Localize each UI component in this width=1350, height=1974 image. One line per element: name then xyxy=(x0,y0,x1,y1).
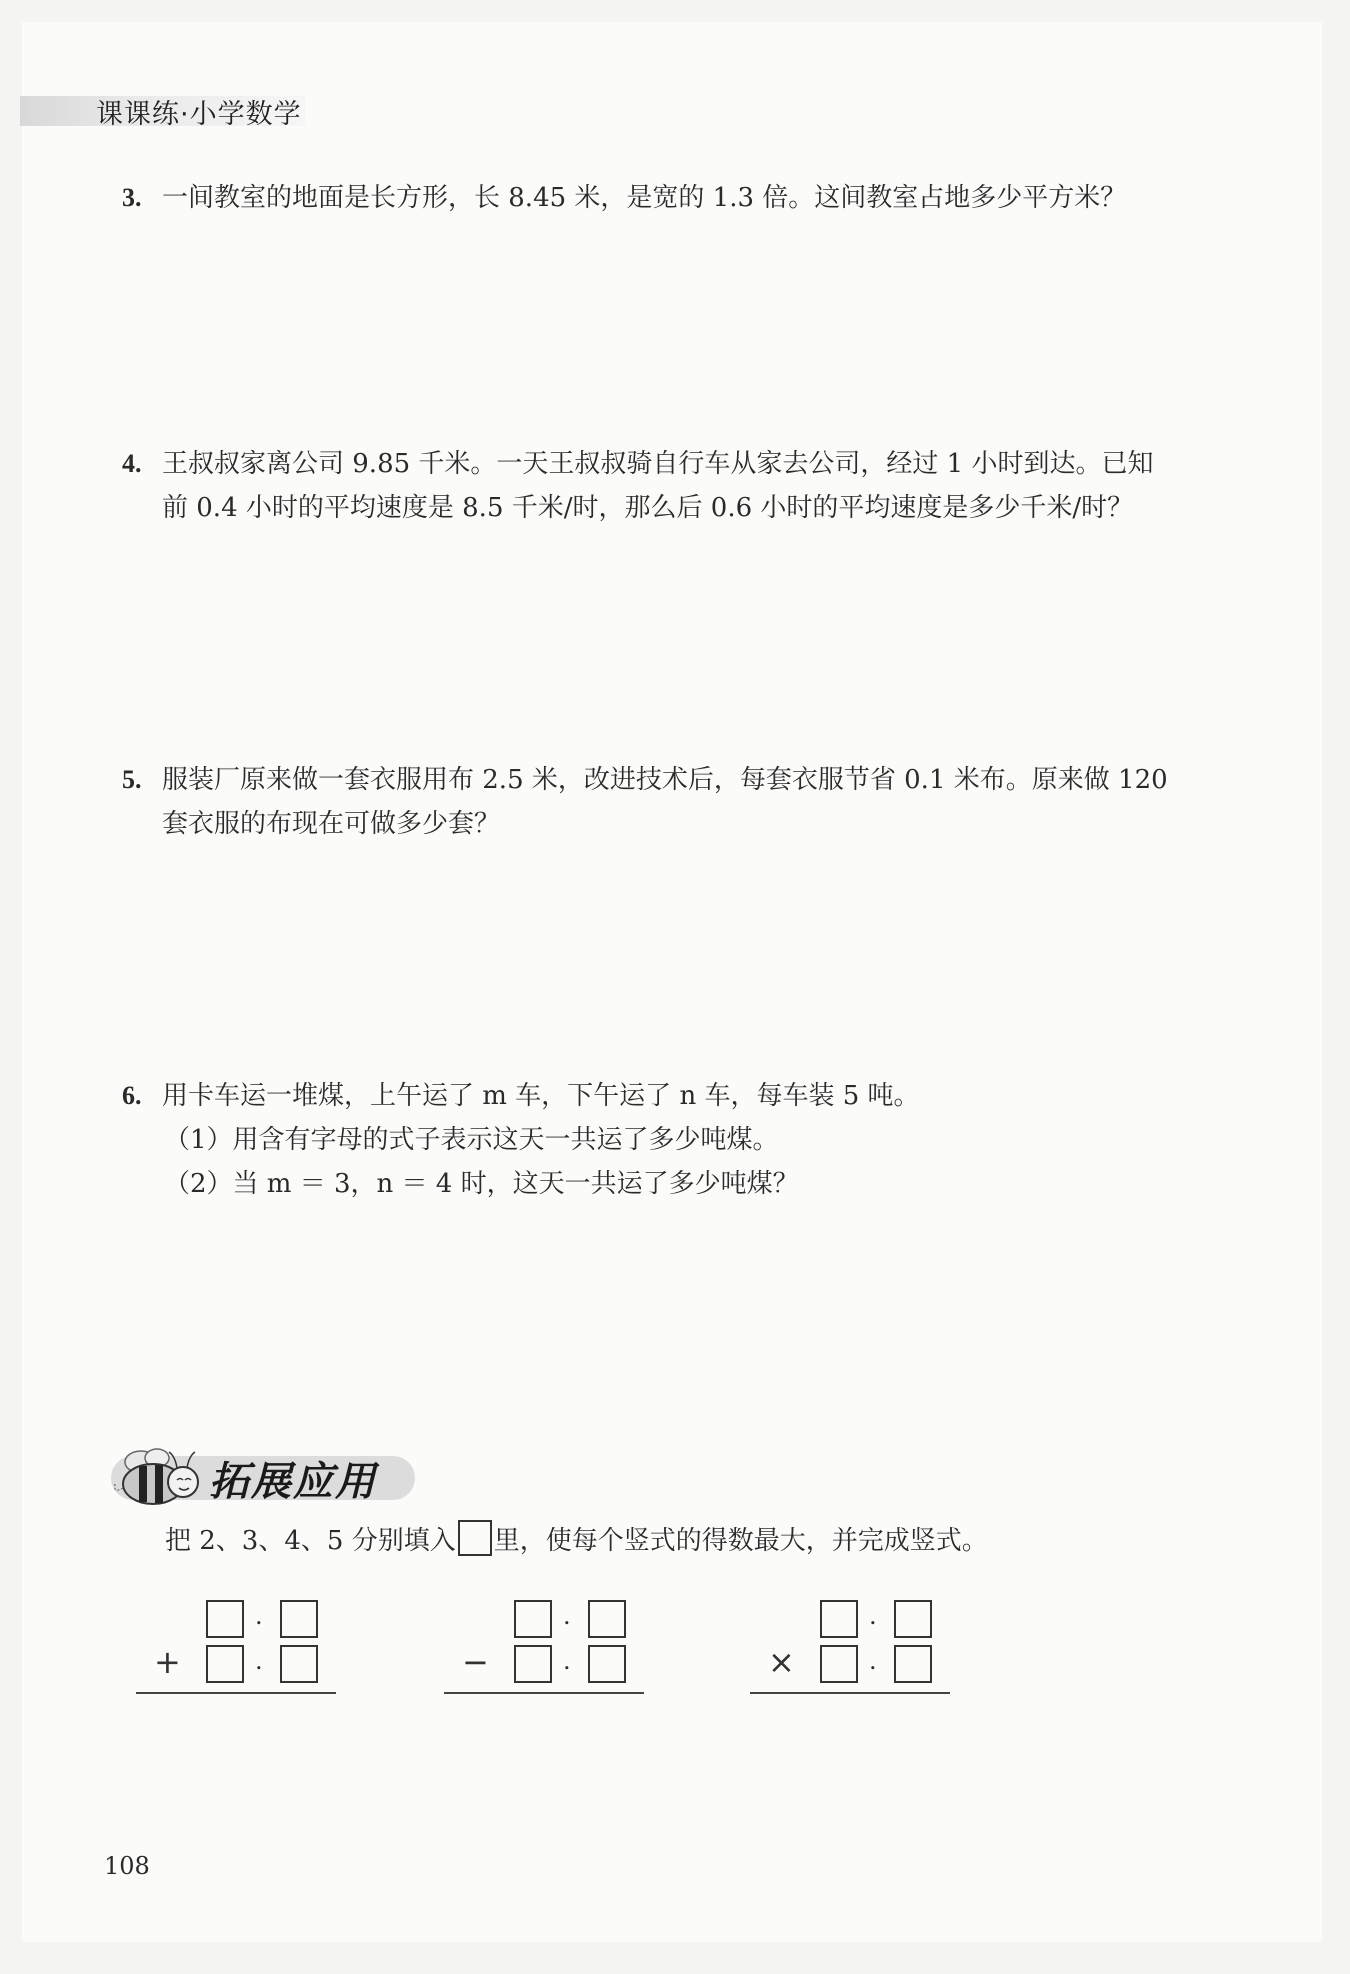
digit-box[interactable] xyxy=(894,1600,932,1638)
digit-box[interactable] xyxy=(820,1645,858,1683)
question-number: 3. xyxy=(122,183,142,212)
section-heading xyxy=(105,1442,425,1512)
digit-box[interactable] xyxy=(514,1645,552,1683)
digit-box[interactable] xyxy=(588,1600,626,1638)
decimal-point: . xyxy=(255,1647,263,1675)
instruction-after: 里，使每个竖式的得数最大，并完成竖式。 xyxy=(493,1526,988,1556)
digit-box[interactable] xyxy=(820,1600,858,1638)
question-6 xyxy=(122,1074,1252,1206)
header-title: 课课练·小学数学 xyxy=(96,99,302,130)
result-line xyxy=(136,1692,336,1694)
question-number: 6. xyxy=(122,1081,142,1110)
result-line xyxy=(444,1692,644,1694)
digit-box[interactable] xyxy=(588,1645,626,1683)
decimal-point: . xyxy=(869,1602,877,1630)
question-text: 服装厂原来做一套衣服用布 2.5 米，改进技术后，每套衣服节省 0.1 米布。原来做 120 xyxy=(162,765,1168,795)
question-text: 王叔叔家离公司 9.85 千米。一天王叔叔骑自行车从家去公司，经过 1 小时到达。已知 xyxy=(162,449,1154,479)
sub-question-2: （2）当 m ＝ 3，n ＝ 4 时，这天一共运了多少吨煤？ xyxy=(164,1169,799,1199)
vertical-subtraction xyxy=(444,1600,654,1695)
digit-box[interactable] xyxy=(894,1645,932,1683)
digit-box[interactable] xyxy=(280,1645,318,1683)
digit-box[interactable] xyxy=(206,1600,244,1638)
decimal-point: . xyxy=(255,1602,263,1630)
decimal-point: . xyxy=(563,1647,571,1675)
bee-icon xyxy=(105,1442,205,1512)
digit-box[interactable] xyxy=(206,1645,244,1683)
blank-box xyxy=(458,1520,492,1556)
question-3 xyxy=(122,176,1252,220)
vertical-addition xyxy=(136,1600,346,1695)
decimal-point: . xyxy=(563,1602,571,1630)
sub-question-1: （1）用含有字母的式子表示这天一共运了多少吨煤。 xyxy=(164,1125,779,1155)
question-text: 用卡车运一堆煤，上午运了 m 车，下午运了 n 车，每车装 5 吨。 xyxy=(162,1081,920,1111)
result-line xyxy=(750,1692,950,1694)
question-text: 前 0.4 小时的平均速度是 8.5 千米/时，那么后 0.6 小时的平均速度是多少千米/时？ xyxy=(162,493,1134,523)
section-title: 拓展应用 xyxy=(209,1459,377,1505)
question-number: 4. xyxy=(122,449,142,478)
question-5 xyxy=(122,758,1252,846)
times-sign: × xyxy=(768,1643,795,1681)
decimal-point: . xyxy=(869,1647,877,1675)
plus-sign: + xyxy=(154,1643,181,1681)
page-number: 108 xyxy=(104,1852,150,1880)
instruction xyxy=(165,1520,988,1557)
question-4 xyxy=(122,442,1252,530)
digit-box[interactable] xyxy=(280,1600,318,1638)
question-text: 一间教室的地面是长方形，长 8.45 米，是宽的 1.3 倍。这间教室占地多少平方米？ xyxy=(162,183,1127,213)
digit-box[interactable] xyxy=(514,1600,552,1638)
question-number: 5. xyxy=(122,765,142,794)
vertical-multiplication xyxy=(750,1600,960,1695)
question-text: 套衣服的布现在可做多少套？ xyxy=(162,809,501,839)
instruction-before: 把 2、3、4、5 分别填入 xyxy=(165,1526,456,1556)
minus-sign: − xyxy=(462,1643,489,1681)
